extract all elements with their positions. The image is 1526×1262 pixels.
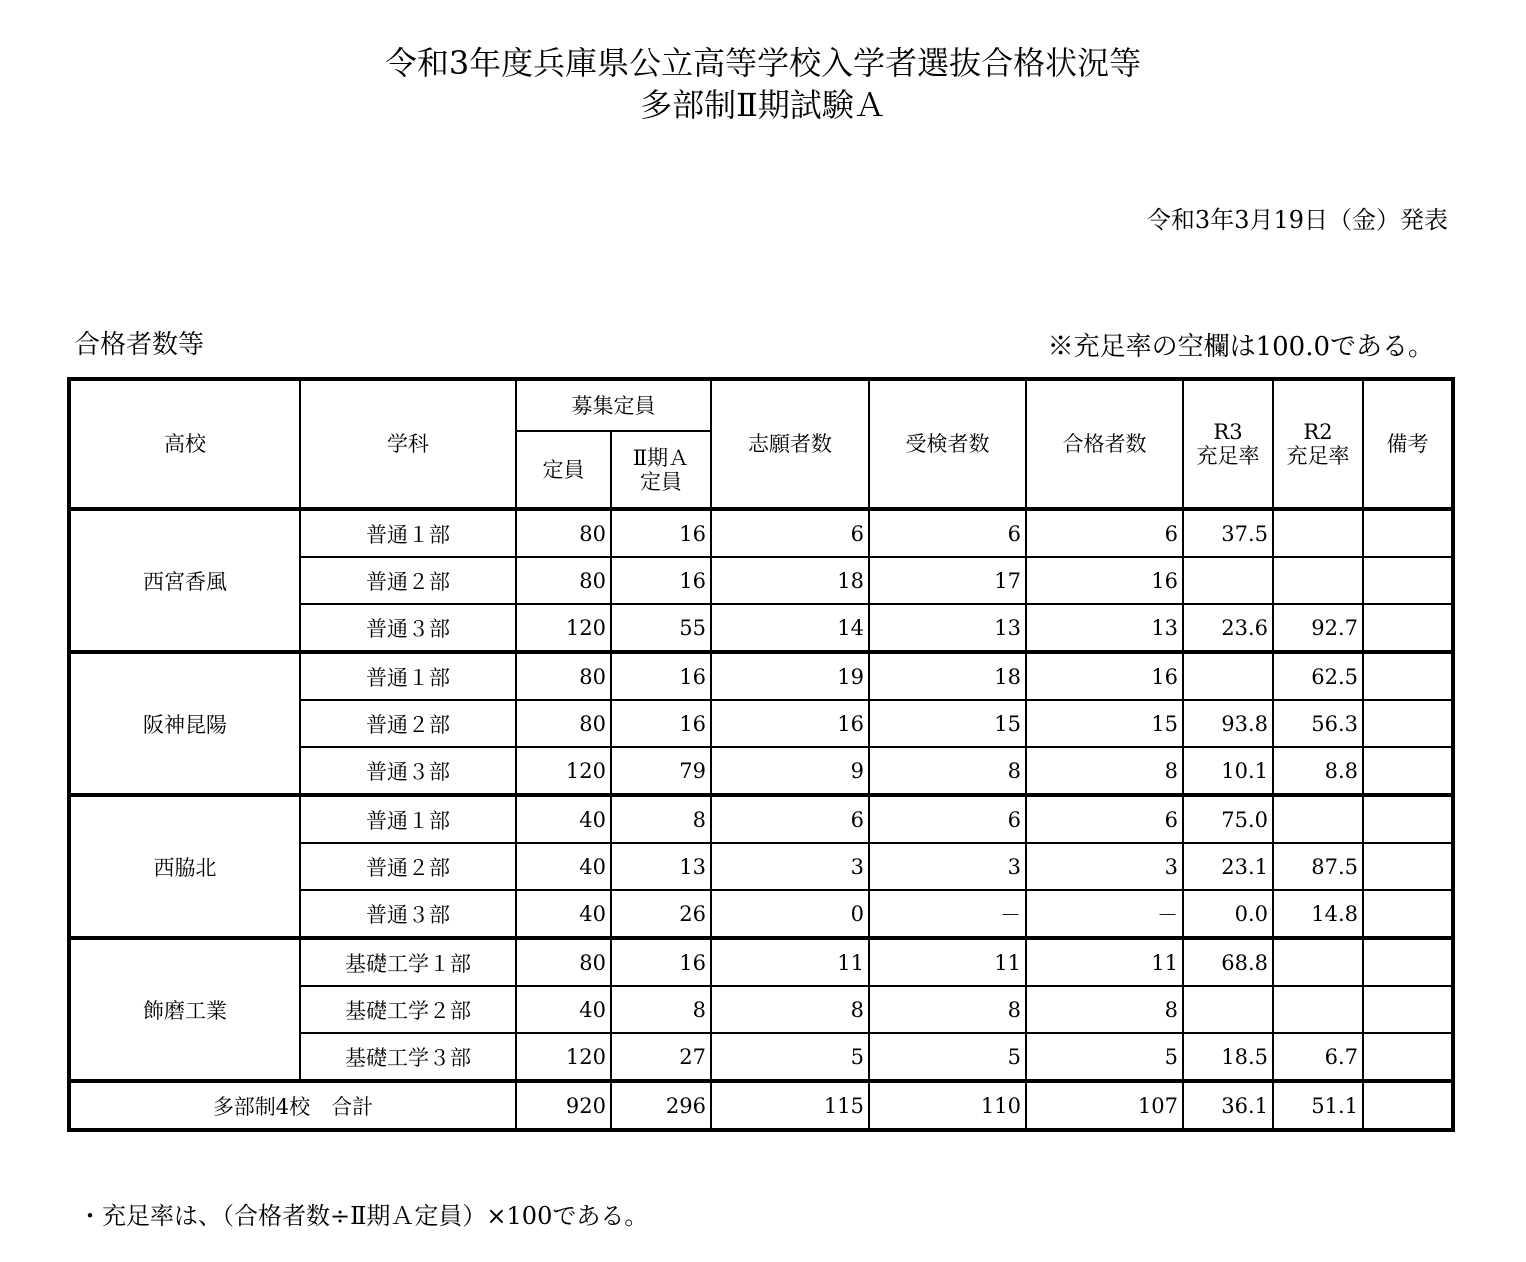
total-remarks-cell (1363, 1081, 1453, 1130)
r3-cell (1183, 986, 1273, 1033)
header-applicants: 志願者数 (711, 379, 869, 509)
passed-cell: 15 (1026, 700, 1183, 747)
fill-rate-note: ※充足率の空欄は100.0である。 (1047, 332, 1434, 362)
remarks-cell (1363, 1033, 1453, 1081)
passed-cell: 5 (1026, 1033, 1183, 1081)
header-school: 高校 (69, 379, 300, 509)
phase2a-cell: 8 (611, 986, 711, 1033)
capacity-cell: 80 (516, 509, 611, 557)
phase2a-cell: 26 (611, 890, 711, 938)
capacity-cell: 80 (516, 652, 611, 700)
capacity-cell: 80 (516, 700, 611, 747)
r2-cell: 56.3 (1273, 700, 1363, 747)
page-subtitle: 多部制Ⅱ期試験Ａ (640, 86, 886, 124)
school-name: 西脇北 (69, 795, 300, 938)
phase2a-cell: 27 (611, 1033, 711, 1081)
passed-cell: 3 (1026, 843, 1183, 890)
capacity-cell: 120 (516, 1033, 611, 1081)
header-phase2a-line2: 定員 (640, 469, 682, 494)
remarks-cell (1363, 890, 1453, 938)
capacity-cell: 40 (516, 795, 611, 843)
examinees-cell: － (869, 890, 1026, 938)
passed-cell: － (1026, 890, 1183, 938)
dept-cell: 普通３部 (300, 604, 516, 652)
capacity-cell: 40 (516, 843, 611, 890)
total-row (69, 1081, 1453, 1130)
applicants-cell: 6 (711, 795, 869, 843)
r2-cell: 6.7 (1273, 1033, 1363, 1081)
examinees-cell: 15 (869, 700, 1026, 747)
school-name: 飾磨工業 (69, 938, 300, 1081)
dept-cell: 普通２部 (300, 557, 516, 604)
school-name: 阪神昆陽 (69, 652, 300, 795)
capacity-cell: 40 (516, 890, 611, 938)
r2-cell (1273, 986, 1363, 1033)
r3-cell: 23.1 (1183, 843, 1273, 890)
table-row (69, 509, 1453, 557)
footnote: ・充足率は、（合格者数÷Ⅱ期Ａ定員）×100である。 (78, 1202, 649, 1230)
r2-cell: 14.8 (1273, 890, 1363, 938)
examinees-cell: 18 (869, 652, 1026, 700)
header-phase2a-line1: Ⅱ期Ａ (632, 445, 690, 470)
r3-cell (1183, 557, 1273, 604)
dept-cell: 普通３部 (300, 890, 516, 938)
r2-cell (1273, 509, 1363, 557)
header-phase2a (611, 431, 711, 509)
table-row (69, 795, 1453, 843)
phase2a-cell: 8 (611, 795, 711, 843)
phase2a-cell: 16 (611, 557, 711, 604)
dept-cell: 普通２部 (300, 700, 516, 747)
remarks-cell (1363, 557, 1453, 604)
r3-cell: 37.5 (1183, 509, 1273, 557)
dept-cell: 普通３部 (300, 747, 516, 795)
applicants-cell: 8 (711, 986, 869, 1033)
applicants-cell: 6 (711, 509, 869, 557)
phase2a-cell: 16 (611, 509, 711, 557)
passed-cell: 13 (1026, 604, 1183, 652)
capacity-cell: 80 (516, 557, 611, 604)
header-r3-rate (1183, 379, 1273, 509)
capacity-cell: 40 (516, 986, 611, 1033)
phase2a-cell: 55 (611, 604, 711, 652)
header-dept: 学科 (300, 379, 516, 509)
examinees-cell: 8 (869, 986, 1026, 1033)
r3-cell (1183, 652, 1273, 700)
remarks-cell (1363, 652, 1453, 700)
capacity-cell: 120 (516, 604, 611, 652)
remarks-cell (1363, 986, 1453, 1033)
phase2a-cell: 16 (611, 700, 711, 747)
dept-cell: 基礎工学３部 (300, 1033, 516, 1081)
r3-cell: 75.0 (1183, 795, 1273, 843)
applicants-cell: 11 (711, 938, 869, 986)
capacity-cell: 120 (516, 747, 611, 795)
r2-cell (1273, 795, 1363, 843)
r3-cell: 93.8 (1183, 700, 1273, 747)
total-phase2a-cell: 296 (611, 1081, 711, 1130)
passed-cell: 6 (1026, 795, 1183, 843)
phase2a-cell: 16 (611, 652, 711, 700)
total-label: 多部制4校 合計 (69, 1081, 516, 1130)
phase2a-cell: 13 (611, 843, 711, 890)
passed-cell: 11 (1026, 938, 1183, 986)
applicants-cell: 16 (711, 700, 869, 747)
remarks-cell (1363, 604, 1453, 652)
header-examinees: 受検者数 (869, 379, 1026, 509)
total-examinees-cell: 110 (869, 1081, 1026, 1130)
total-r2-cell: 51.1 (1273, 1081, 1363, 1130)
dept-cell: 普通１部 (300, 509, 516, 557)
examinees-cell: 5 (869, 1033, 1026, 1081)
table-body (69, 509, 1453, 1130)
examinees-cell: 17 (869, 557, 1026, 604)
passed-cell: 8 (1026, 747, 1183, 795)
r2-cell (1273, 938, 1363, 986)
examinees-cell: 11 (869, 938, 1026, 986)
r2-cell: 62.5 (1273, 652, 1363, 700)
r2-cell: 8.8 (1273, 747, 1363, 795)
applicants-cell: 0 (711, 890, 869, 938)
passed-cell: 16 (1026, 557, 1183, 604)
examinees-cell: 6 (869, 795, 1026, 843)
r3-cell: 68.8 (1183, 938, 1273, 986)
r2-cell: 92.7 (1273, 604, 1363, 652)
table-row (69, 938, 1453, 986)
r3-cell: 18.5 (1183, 1033, 1273, 1081)
school-name: 西宮香風 (69, 509, 300, 652)
remarks-cell (1363, 747, 1453, 795)
total-r3-cell: 36.1 (1183, 1081, 1273, 1130)
remarks-cell (1363, 843, 1453, 890)
dept-cell: 普通１部 (300, 652, 516, 700)
dept-cell: 基礎工学２部 (300, 986, 516, 1033)
applicants-cell: 14 (711, 604, 869, 652)
page-title: 令和3年度兵庫県公立高等学校入学者選抜合格状況等 (384, 44, 1142, 82)
examinees-cell: 3 (869, 843, 1026, 890)
r2-cell (1273, 557, 1363, 604)
phase2a-cell: 16 (611, 938, 711, 986)
passed-cell: 16 (1026, 652, 1183, 700)
examinees-cell: 8 (869, 747, 1026, 795)
capacity-cell: 80 (516, 938, 611, 986)
remarks-cell (1363, 938, 1453, 986)
header-remarks: 備考 (1363, 379, 1453, 509)
r3-cell: 23.6 (1183, 604, 1273, 652)
header-passed: 合格者数 (1026, 379, 1183, 509)
applicants-cell: 9 (711, 747, 869, 795)
remarks-cell (1363, 795, 1453, 843)
examinees-cell: 13 (869, 604, 1026, 652)
header-r2-rate (1273, 379, 1363, 509)
applicants-cell: 5 (711, 1033, 869, 1081)
phase2a-cell: 79 (611, 747, 711, 795)
header-r2-line2: 充足率 (1286, 444, 1350, 468)
table-row (69, 652, 1453, 700)
header-capacity: 定員 (516, 431, 611, 509)
dept-cell: 基礎工学１部 (300, 938, 516, 986)
dept-cell: 普通２部 (300, 843, 516, 890)
total-passed-cell: 107 (1026, 1081, 1183, 1130)
remarks-cell (1363, 700, 1453, 747)
header-r2-line1: R2 (1303, 420, 1333, 444)
applicants-cell: 3 (711, 843, 869, 890)
r3-cell: 0.0 (1183, 890, 1273, 938)
header-recruit: 募集定員 (516, 379, 711, 431)
header-r3-line1: R3 (1213, 420, 1243, 444)
publish-date: 令和3年3月19日（金）発表 (1146, 206, 1448, 234)
section-label: 合格者数等 (74, 330, 205, 360)
r2-cell: 87.5 (1273, 843, 1363, 890)
r3-cell: 10.1 (1183, 747, 1273, 795)
total-capacity-cell: 920 (516, 1081, 611, 1130)
passed-cell: 8 (1026, 986, 1183, 1033)
remarks-cell (1363, 509, 1453, 557)
dept-cell: 普通１部 (300, 795, 516, 843)
header-r3-line2: 充足率 (1196, 444, 1260, 468)
total-applicants-cell: 115 (711, 1081, 869, 1130)
applicants-cell: 18 (711, 557, 869, 604)
results-table (67, 377, 1455, 1132)
examinees-cell: 6 (869, 509, 1026, 557)
passed-cell: 6 (1026, 509, 1183, 557)
applicants-cell: 19 (711, 652, 869, 700)
